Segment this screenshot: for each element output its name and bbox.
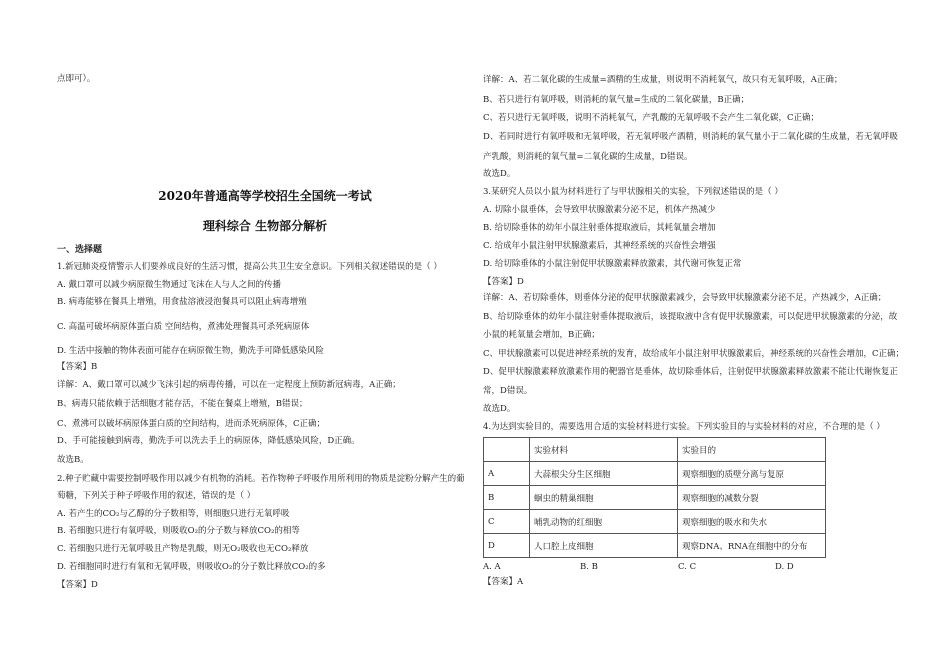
text-line: C. 若细胞只进行无氧呼吸且产物是乳酸，则无O₂吸收也无CO₂释放 — [57, 544, 309, 554]
text-line: D、手可能接触到病毒，勤洗手可以洗去手上的病原体，降低感染风险，D正确。 — [57, 436, 360, 446]
text-line: C、若只进行无氧呼吸，说明不消耗氧气，产乳酸的无氧呼吸不会产生二氧化碳，C正确； — [483, 113, 820, 123]
table-row — [484, 462, 826, 486]
table-cell: 观察细胞的吸水和失水 — [678, 510, 826, 534]
table-cell: 观察细胞的质壁分离与复原 — [678, 462, 826, 486]
text-line: D. 生活中接触的物体表面可能存在病原微生物，勤洗手可降低感染风险 — [57, 346, 324, 356]
text-line: B、若只进行有氧呼吸，则消耗的氧气量=生成的二氧化碳量，B正确； — [483, 95, 750, 105]
text-line: 2.种子贮藏中需要控制呼吸作用以减少有机物的消耗。若作物种子呼吸作用所利用的物质是淀粉分解产生的葡 — [57, 474, 465, 484]
text-line: A. 切除小鼠垂体，会导致甲状腺激素分泌不足，机体产热减少 — [483, 205, 716, 215]
table-cell: 蛔虫的精巢细胞 — [530, 486, 678, 510]
text-line: 详解：A、若二氧化碳的生成量=酒精的生成量，则说明不消耗氧气，故只有无氧呼吸，A正确； — [483, 75, 843, 85]
table-cell: 大蒜根尖分生区细胞 — [530, 462, 678, 486]
text-line: 【答案】D — [483, 277, 524, 287]
text-line: C. 给成年小鼠注射甲状腺激素后，其神经系统的兴奋性会增强 — [483, 241, 716, 251]
option-a: A. A — [483, 562, 501, 572]
text-line: 小鼠的耗氧量会增加，B正确； — [483, 330, 600, 340]
text-line: C、甲状腺激素可以促进神经系统的发育，故给成年小鼠注射甲状腺激素后，神经系统的兴奋性会增加，C正确； — [483, 349, 905, 359]
text-line: A. 若产生的CO₂与乙醇的分子数相等，则细胞只进行无氧呼吸 — [57, 509, 290, 519]
text-line: B. 若细胞只进行有氧呼吸，则吸收O₂的分子数与释放CO₂的相等 — [57, 526, 300, 536]
text-line: 详解：A、戴口罩可以减少飞沫引起的病毒传播，可以在一定程度上预防新冠病毒，A正确； — [57, 380, 401, 390]
text-line: 故选B。 — [57, 455, 89, 465]
table-row — [484, 510, 826, 534]
text-line: 1.新冠肺炎疫情警示人们要养成良好的生活习惯，提高公共卫生安全意识。下列相关叙述错误的是（ ） — [57, 262, 442, 272]
text-line: D、若同时进行有氧呼吸和无氧呼吸，若无氧呼吸产酒精，则消耗的氧气量小于二氧化碳的生成量，若无氧呼吸 — [483, 132, 898, 142]
option-b: B. B — [580, 562, 598, 572]
text-line: B、病毒只能依赖于活细胞才能存活，不能在餐桌上增殖，B错误； — [57, 399, 308, 409]
table-cell: A — [484, 462, 530, 486]
table-cell: 观察细胞的减数分裂 — [678, 486, 826, 510]
text-line: 常，D错误。 — [483, 386, 533, 396]
section-heading: 一、选择题 — [57, 245, 103, 255]
option-c: C. C — [678, 562, 697, 572]
table-cell: C — [484, 510, 530, 534]
text-line: 【答案】D — [57, 580, 98, 590]
text-line: A. 戴口罩可以减少病原微生物通过飞沫在人与人之间的传播 — [57, 280, 282, 290]
table-cell: B — [484, 486, 530, 510]
document-subtitle: 理科综合 生物部分解析 — [202, 219, 328, 233]
table-cell: D — [484, 534, 530, 558]
table-row — [484, 534, 826, 558]
text-line: 3.某研究人员以小鼠为材料进行了与甲状腺相关的实验，下列叙述错误的是（ ） — [483, 187, 783, 197]
text-line: 故选D。 — [483, 404, 516, 414]
option-d: D. D — [775, 562, 794, 572]
text-line: 萄糖，下列关于种子呼吸作用的叙述，错误的是（ ） — [57, 491, 256, 501]
text-line: C、煮沸可以破坏病原体蛋白质的空间结构，进而杀死病原体，C正确； — [57, 419, 326, 429]
table-header-cell: 实验目的 — [678, 438, 826, 462]
table-cell: 人口腔上皮细胞 — [530, 534, 678, 558]
text-line: 产乳酸，则消耗的氧气量=二氧化碳的生成量，D错误。 — [483, 152, 693, 162]
carry-over-text: 点即可）。 — [57, 74, 96, 84]
document-title: 2020年普通高等学校招生全国统一考试 — [158, 189, 372, 203]
text-line: D、促甲状腺激素释放激素作用的靶器官是垂体，故切除垂体后，注射促甲状腺激素释放激素不能让代谢恢复正 — [483, 367, 898, 377]
text-line: D. 给切除垂体的小鼠注射促甲状腺激素释放激素，其代谢可恢复正常 — [483, 259, 742, 269]
text-line: 【答案】B — [57, 362, 98, 372]
text-line: 详解：A、若切除垂体，则垂体分泌的促甲状腺激素减少，会导致甲状腺激素分泌不足，产热减少，A正确； — [483, 293, 887, 303]
table-row — [484, 486, 826, 510]
experiment-table — [483, 437, 826, 558]
table-header-cell — [484, 438, 530, 462]
text-line: B. 病毒能够在餐具上增殖，用食盐溶液浸泡餐具可以阻止病毒增殖 — [57, 297, 307, 307]
table-cell: 观察DNA、RNA在细胞中的分布 — [678, 534, 826, 558]
answer-4: 【答案】A — [483, 577, 524, 587]
text-line: C. 高温可破坏病原体蛋白质 空间结构，煮沸处理餐具可杀死病原体 — [57, 322, 310, 332]
text-line: B. 给切除垂体的幼年小鼠注射垂体提取液后，其耗氧量会增加 — [483, 223, 716, 233]
text-line: D. 若细胞同时进行有氧和无氧呼吸，则吸收O₂的分子数比释放CO₂的多 — [57, 562, 326, 572]
text-line: B、给切除垂体的幼年小鼠注射垂体提取液后，该提取液中含有促甲状腺激素，可以促进甲状腺激素的分泌，故 — [483, 312, 898, 322]
text-line: 4.为达到实验目的，需要选用合适的实验材料进行实验。下列实验目的与实验材料的对应，不合理的是（ ） — [483, 422, 885, 432]
text-line: 故选D。 — [483, 169, 516, 179]
table-header-row — [484, 438, 826, 462]
table-cell: 哺乳动物的红细胞 — [530, 510, 678, 534]
table-header-cell: 实验材料 — [530, 438, 678, 462]
